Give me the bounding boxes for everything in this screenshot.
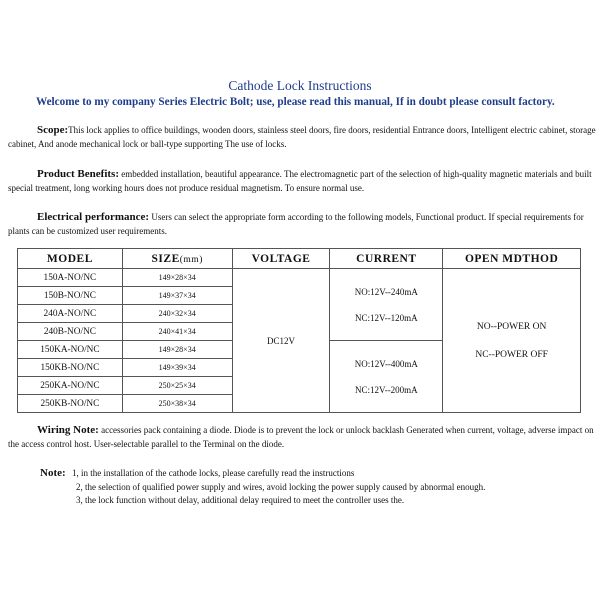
current-group-1 [330, 269, 443, 341]
size-cell: 250×25×34 [122, 377, 232, 395]
current-nc-2: NC:12V--200mA [355, 384, 418, 395]
model-cell: 240B-NO/NC [18, 323, 123, 341]
wiring-section [8, 424, 596, 451]
model-cell: 150A-NO/NC [18, 269, 123, 287]
model-cell: 250KB-NO/NC [18, 395, 123, 413]
electrical-section [8, 211, 596, 238]
note-label: Note: [40, 467, 66, 479]
note-item-1: 1, in the installation of the cathode locks, please carefully read the instructions [72, 468, 355, 478]
header-model: MODEL [18, 249, 123, 269]
model-cell: 150KB-NO/NC [18, 359, 123, 377]
voltage-cell: DC12V [232, 269, 330, 413]
scope-section [8, 124, 596, 151]
header-voltage: VOLTAGE [232, 249, 330, 269]
benefits-section [8, 168, 596, 195]
open-method-cell [443, 269, 581, 413]
size-cell: 240×41×34 [122, 323, 232, 341]
current-group-2 [330, 341, 443, 413]
size-cell: 149×39×34 [122, 359, 232, 377]
table-header-row [18, 249, 581, 269]
note-item-3: 3, the lock function without delay, additional delay required to meet the controller uses the. [76, 495, 405, 505]
note-section [40, 467, 592, 508]
model-cell: 150KA-NO/NC [18, 341, 123, 359]
current-nc-1: NC:12V--120mA [355, 312, 418, 323]
scope-text: This lock applies to office buildings, wooden doors, stainless steel doors, fire doors, residential Entrance doors, Intelligent electric cabinet, storage cabinet, And anode mechanical lock or ball-type supporting The use of locks. [8, 125, 596, 149]
open-nc: NC--POWER OFF [475, 349, 548, 360]
size-cell: 149×28×34 [122, 269, 232, 287]
size-cell: 240×32×34 [122, 305, 232, 323]
wiring-label: Wiring Note: [37, 424, 99, 436]
current-no-2: NO:12V--400mA [354, 358, 418, 369]
intro-text: Welcome to my company Series Electric Bolt; use, please read this manual, If in doubt please consult factory. [36, 96, 555, 108]
open-no: NO--POWER ON [476, 321, 547, 332]
benefits-text: embedded installation, beautiful appearance. The electromagnetic part of the selection of high-quality magnetic materials and built special treatment, long working hours does not produce residual magnetism. To ensure normal use. [8, 169, 592, 193]
size-cell: 149×28×34 [122, 341, 232, 359]
intro-paragraph [8, 95, 596, 109]
note-item-2: 2, the selection of qualified power supply and wires, avoid locking the power supply caused by abnormal enough. [76, 481, 486, 492]
benefits-label: Product Benefits: [37, 168, 119, 180]
document-title: Cathode Lock Instructions [228, 78, 372, 93]
electrical-text: Users can select the appropriate form according to the following models, Functional product. If special requirements for plants can be customized user requirements. [8, 212, 584, 236]
model-cell: 250KA-NO/NC [18, 377, 123, 395]
model-cell: 240A-NO/NC [18, 305, 123, 323]
model-cell: 150B-NO/NC [18, 287, 123, 305]
header-size-label: SIZE [151, 252, 180, 265]
header-size [122, 249, 232, 269]
size-cell: 149×37×34 [122, 287, 232, 305]
table-row [18, 269, 581, 287]
scope-label: Scope: [37, 124, 69, 136]
electrical-label: Electrical performance: [37, 211, 150, 223]
wiring-text: accessories pack containing a diode. Diode is to prevent the lock or unlock backlash Generated when current, voltage, adverse impact on the access control host. User-selectable parallel to the Terminal on the diode. [8, 425, 594, 449]
header-open-method: OPEN MDTHOD [443, 249, 581, 269]
current-no-1: NO:12V--240mA [354, 286, 418, 297]
header-current: CURRENT [330, 249, 443, 269]
spec-table [17, 248, 581, 413]
size-cell: 250×38×34 [122, 395, 232, 413]
header-size-unit: (mm) [179, 254, 203, 265]
